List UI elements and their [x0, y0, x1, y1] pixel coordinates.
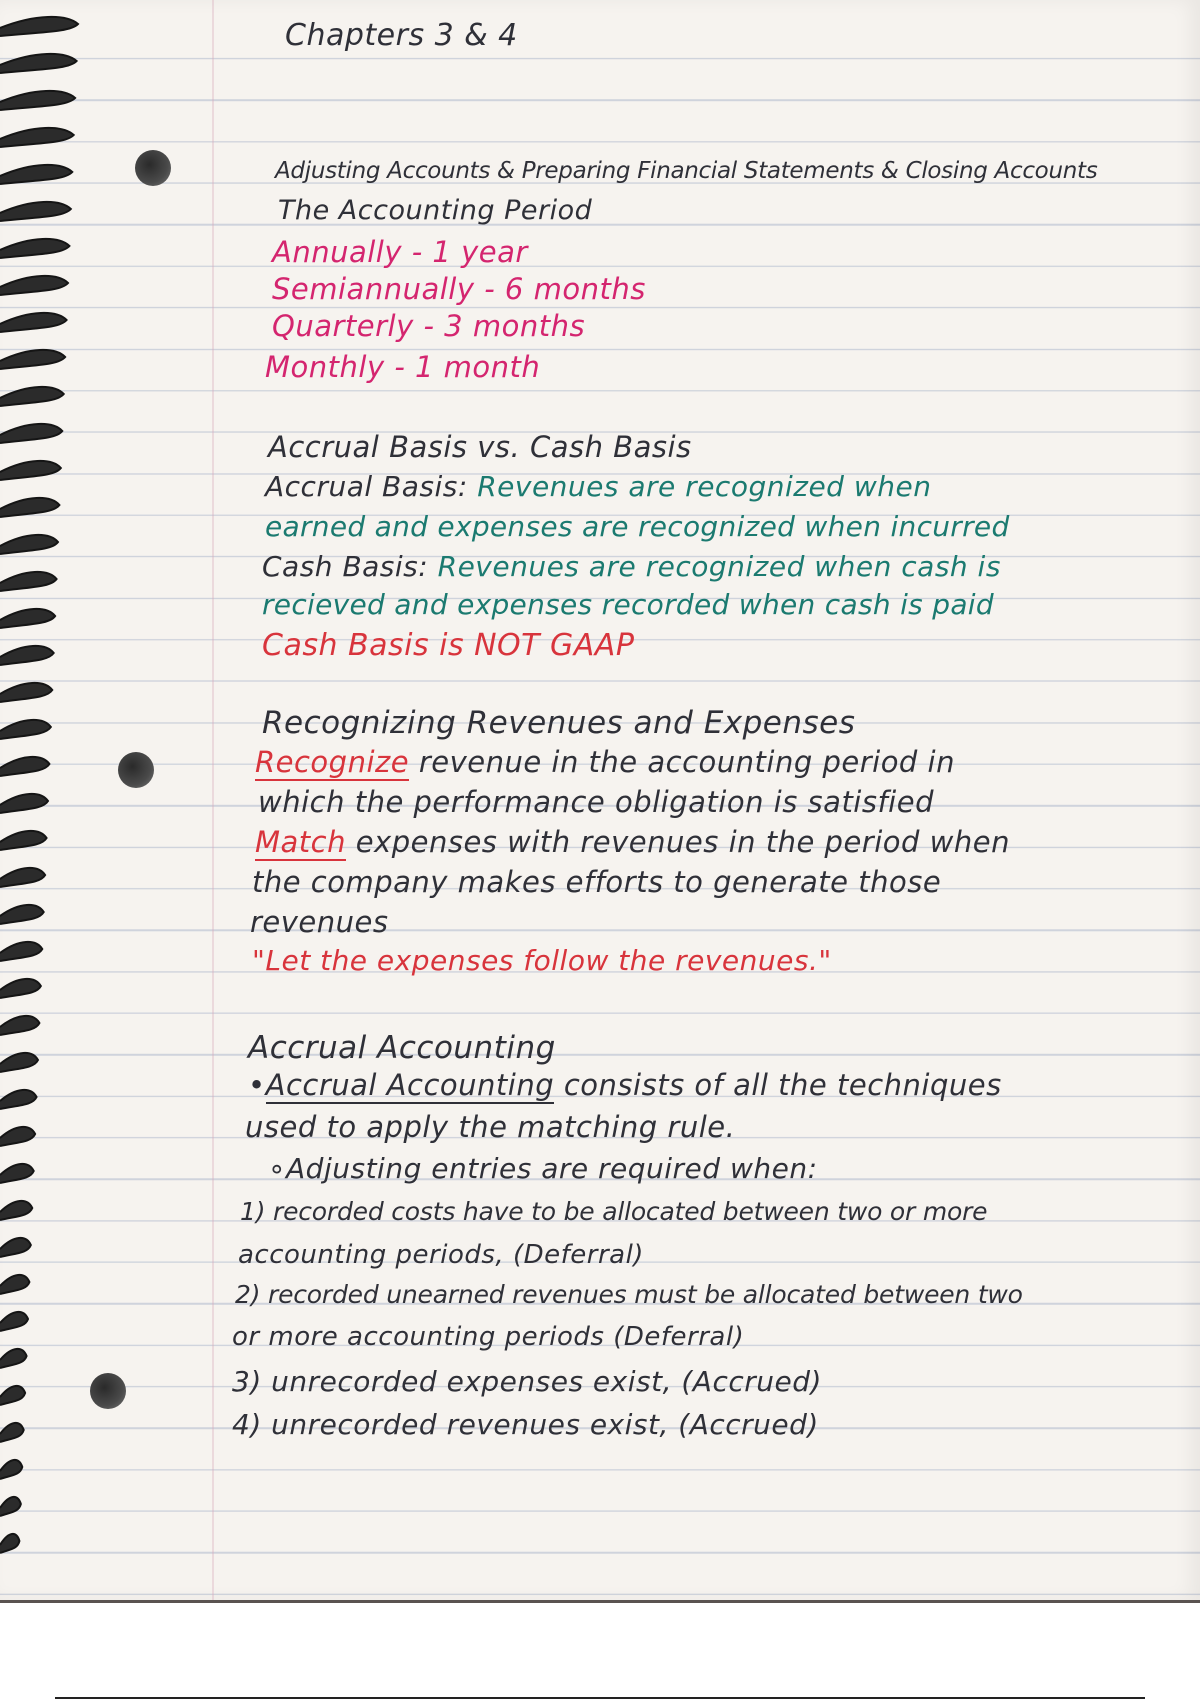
accrual-basis-definition-cont: earned and expenses are recognized when incurred [265, 510, 1010, 543]
match-term: Match [255, 825, 346, 859]
spiral-coil [0, 905, 44, 924]
spiral-coil [0, 239, 69, 258]
punch-hole-bottom [90, 1373, 126, 1409]
spiral-coil [0, 1423, 24, 1442]
basis-heading: Accrual Basis vs. Cash Basis [268, 430, 692, 464]
accrual-basis-label: Accrual Basis: [265, 470, 468, 503]
spiral-coil [0, 387, 64, 406]
spiral-coil [0, 535, 58, 554]
spiral-coil [0, 424, 62, 443]
spiral-binding [0, 0, 90, 1600]
spiral-coil [0, 1016, 39, 1035]
spiral-coil [0, 1090, 37, 1109]
spiral-coil [0, 202, 71, 221]
recognize-term: Recognize [255, 745, 410, 779]
accrual-basis-line [265, 470, 931, 503]
recognize-definition: revenue in the accounting period in [418, 745, 955, 779]
spiral-coil [0, 646, 54, 665]
condition-1: 1) recorded costs have to be allocated between two or more [240, 1197, 988, 1226]
cash-basis-definition-cont: recieved and expenses recorded when cash is paid [262, 588, 994, 621]
spiral-coil [0, 461, 61, 480]
spiral-coil [0, 831, 47, 850]
spiral-coil [0, 757, 49, 776]
accrual-accounting-bullet [248, 1068, 1002, 1102]
period-semiannually: Semiannually - 6 months [272, 272, 646, 306]
spiral-coil [0, 720, 51, 739]
spiral-coil [0, 1164, 34, 1183]
spiral-coil [0, 128, 74, 147]
accrual-accounting-term: Accrual Accounting [265, 1068, 555, 1102]
condition-3: 3) unrecorded expenses exist, (Accrued) [232, 1365, 822, 1398]
condition-4: 4) unrecorded revenues exist, (Accrued) [232, 1408, 819, 1441]
spiral-coil [0, 1386, 25, 1405]
recognize-definition-cont: which the performance obligation is satisfied [258, 785, 934, 819]
condition-1-cont: accounting periods, (Deferral) [238, 1240, 644, 1270]
match-definition-end: revenues [250, 905, 389, 939]
footer-rule [55, 1697, 1145, 1699]
accounting-period-heading: The Accounting Period [278, 195, 593, 226]
match-line [255, 825, 1010, 859]
spiral-coil [0, 276, 68, 295]
accrual-accounting-definition: consists of all the techniques [563, 1068, 1002, 1102]
spiral-coil [0, 868, 45, 887]
spiral-coil [0, 313, 67, 332]
cash-basis-label: Cash Basis: [262, 550, 429, 583]
period-quarterly: Quarterly - 3 months [272, 309, 586, 343]
spiral-coil [0, 794, 48, 813]
spiral-coil [0, 350, 65, 369]
cash-basis-line [262, 550, 1001, 583]
match-definition: expenses with revenues in the period when [355, 825, 1010, 859]
matching-quote: "Let the expenses follow the revenues." [252, 944, 832, 977]
spiral-coil [0, 1127, 35, 1146]
spiral-coil [0, 609, 55, 628]
spiral-coil [0, 1497, 21, 1516]
condition-2: 2) recorded unearned revenues must be allocated between two [235, 1280, 1023, 1309]
spiral-coil [0, 1349, 27, 1368]
topic-title: Adjusting Accounts & Preparing Financial Statements & Closing Accounts [275, 158, 1098, 184]
spiral-coil [0, 498, 59, 517]
margin-line [212, 0, 214, 1600]
recognize-line [255, 745, 955, 779]
punch-hole-middle [118, 752, 154, 788]
spiral-coil [0, 54, 77, 73]
chapter-heading: Chapters 3 & 4 [285, 18, 518, 53]
spiral-coil [0, 1312, 28, 1331]
spiral-coil [0, 17, 78, 36]
cash-basis-definition: Revenues are recognized when cash is [437, 550, 1001, 583]
spiral-coil [0, 1534, 19, 1553]
recognizing-heading: Recognizing Revenues and Expenses [262, 705, 856, 741]
bullet-dot: • [248, 1068, 266, 1102]
spiral-coil [0, 165, 72, 184]
spiral-coil [0, 1275, 29, 1294]
spiral-coil [0, 1238, 31, 1257]
spiral-coil [0, 1053, 38, 1072]
period-annually: Annually - 1 year [272, 235, 528, 269]
spiral-coil [0, 1460, 22, 1479]
spiral-coil [0, 683, 52, 702]
accrual-accounting-definition-cont: used to apply the matching rule. [245, 1110, 736, 1144]
adjusting-entries-subbullet: ∘Adjusting entries are required when: [268, 1152, 818, 1185]
spiral-coil [0, 1201, 32, 1220]
spiral-coil [0, 91, 75, 110]
condition-2-cont: or more accounting periods (Deferral) [232, 1322, 745, 1352]
cash-basis-warning: Cash Basis is NOT GAAP [262, 628, 635, 663]
spiral-coil [0, 979, 41, 998]
punch-hole-top [135, 150, 171, 186]
spiral-coil [0, 942, 42, 961]
period-monthly: Monthly - 1 month [265, 350, 541, 384]
spiral-coil [0, 572, 57, 591]
match-definition-cont: the company makes efforts to generate those [252, 865, 942, 899]
accrual-accounting-heading: Accrual Accounting [248, 1030, 556, 1066]
accrual-basis-definition: Revenues are recognized when [477, 470, 932, 503]
